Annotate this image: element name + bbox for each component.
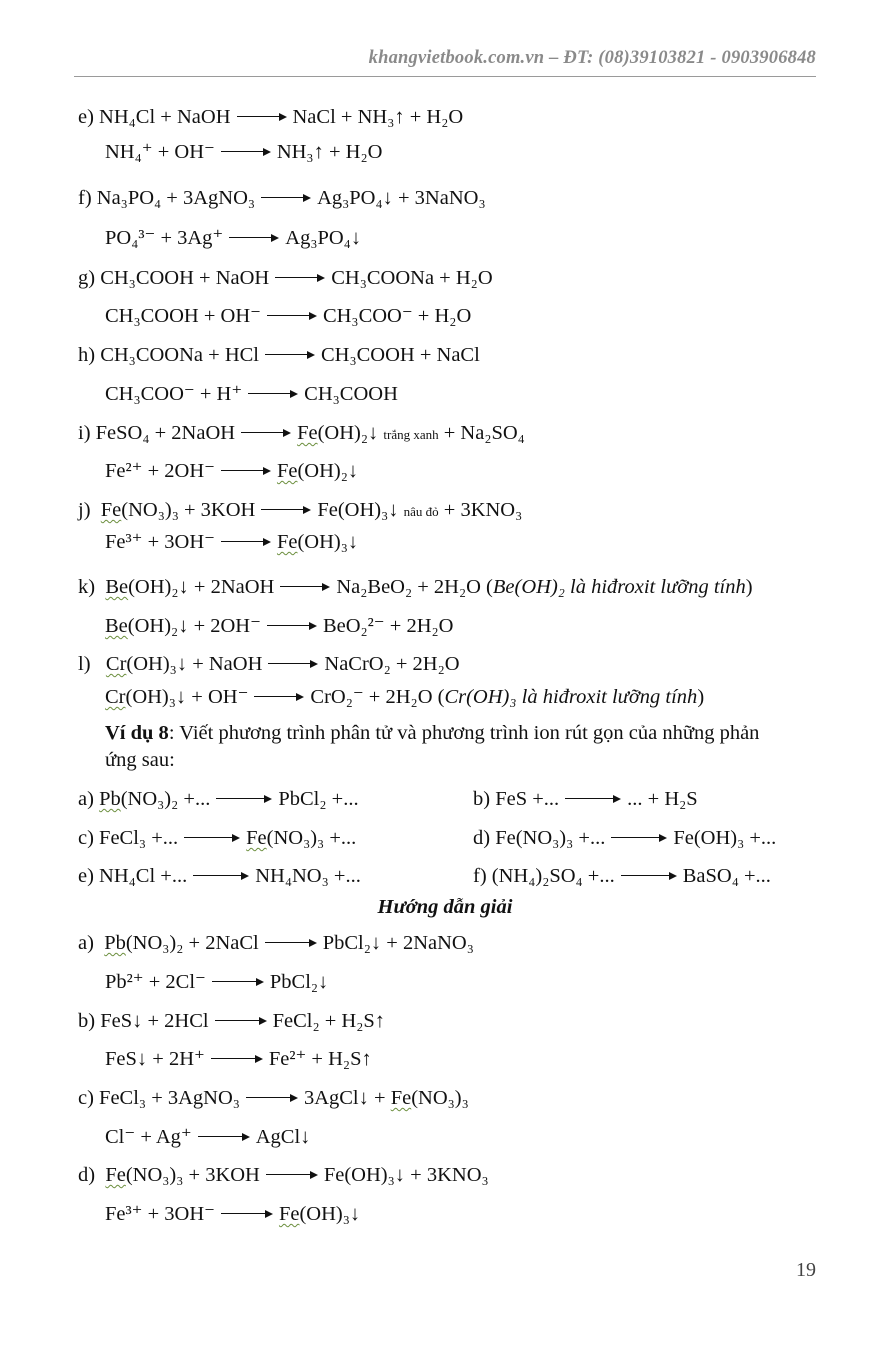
eq-l-right: NaCrO₂ + 2H₂O [324, 653, 460, 675]
question-a [78, 786, 359, 812]
reaction-arrow-icon [221, 537, 271, 547]
reaction-arrow-icon [266, 1170, 318, 1180]
eq-i-fe: Fe [297, 422, 318, 444]
eq-j-ion-left: Fe³⁺ + 3OH⁻ [105, 531, 215, 553]
question-c-right: (NO₃)₃ +... [266, 827, 357, 849]
question-c-left: c) FeCl₃ +... [78, 827, 179, 849]
question-b-right: ... + H₂S [627, 788, 698, 810]
example-text-2: ứng sau: [105, 749, 175, 771]
eq-j-molecular [78, 497, 522, 525]
eq-j-left: (NO₃)₃ + 3KOH [121, 499, 256, 521]
question-b-left: b) FeS +... [473, 788, 560, 810]
eq-k-label: k) [78, 576, 96, 598]
reaction-arrow-icon [237, 112, 287, 122]
solution-a-right: PbCl₂↓ + 2NaNO₃ [322, 932, 474, 954]
example-text-1: : Viết phương trình phân tử và phương trình ion rút gọn của những phản [168, 722, 760, 744]
question-d-left: d) Fe(NO₃)₃ +... [473, 827, 606, 849]
question-f-right: BaSO₄ +... [682, 865, 771, 887]
eq-i-right-tail: + Na₂SO₄ [443, 422, 525, 444]
solution-c-right: 3AgCl↓ + [303, 1087, 386, 1109]
eq-k-ion-be: Be [105, 615, 128, 637]
eq-f-ion-left: PO₄³⁻ + 3Ag⁺ [105, 227, 224, 249]
reaction-arrow-icon [254, 692, 304, 702]
question-f [473, 863, 771, 889]
solution-b-ion-right: Fe²⁺ + H₂S↑ [268, 1048, 372, 1070]
eq-l-molecular [78, 651, 460, 677]
reaction-arrow-icon [221, 1209, 273, 1219]
question-a-pb: Pb [99, 788, 121, 810]
question-a-right: PbCl₂ +... [278, 788, 359, 810]
eq-g-ion-left: CH₃COOH + OH⁻ [105, 305, 261, 327]
eq-j-ion-fe: Fe [276, 531, 298, 553]
solution-c-ion-left: Cl⁻ + Ag⁺ [105, 1126, 192, 1148]
eq-k-be: Be [105, 576, 129, 598]
solution-d-ionic [105, 1201, 360, 1227]
reaction-arrow-icon [212, 977, 264, 987]
reaction-arrow-icon [261, 193, 311, 203]
reaction-arrow-icon [215, 1016, 267, 1026]
eq-l-left: (OH)₃↓ + NaOH [126, 653, 263, 675]
eq-l-cr: Cr [105, 653, 127, 675]
question-b [473, 786, 698, 812]
reaction-arrow-icon [265, 938, 317, 948]
solution-c-ionic [105, 1124, 310, 1150]
eq-l-ionic [105, 684, 704, 710]
eq-h-molecular [78, 342, 480, 368]
reaction-arrow-icon [221, 147, 271, 157]
reaction-arrow-icon [211, 1054, 263, 1064]
reaction-arrow-icon [611, 833, 667, 843]
reaction-arrow-icon [246, 1093, 298, 1103]
solution-d-ion-right: (OH)₃↓ [299, 1203, 361, 1225]
question-e [78, 863, 361, 889]
eq-f-ion-right: Ag₃PO₄↓ [285, 227, 362, 249]
eq-l-ion-right: CrO₂⁻ + 2H₂O ( [310, 686, 445, 708]
reaction-arrow-icon [275, 273, 325, 283]
eq-k-ion-right: BeO₂²⁻ + 2H₂O [322, 615, 454, 637]
eq-i-molecular [78, 420, 525, 448]
solution-d-fe: Fe [105, 1164, 126, 1186]
eq-i-ion-fe: Fe [276, 460, 298, 482]
solution-d-ion-left: Fe³⁺ + 3OH⁻ [105, 1203, 215, 1225]
solution-c-molecular [78, 1085, 469, 1111]
solution-a-ion-right: PbCl₂↓ [269, 971, 329, 993]
solution-d-right: Fe(OH)₃↓ + 3KNO₃ [323, 1164, 489, 1186]
eq-g-left: g) CH₃COOH + NaOH [78, 267, 270, 289]
solution-d-molecular [78, 1162, 489, 1188]
reaction-arrow-icon [267, 311, 317, 321]
eq-k-ion-left: (OH)₂↓ + 2OH⁻ [127, 615, 261, 637]
solution-title: Hướng dẫn giải [377, 896, 513, 918]
eq-e-right: NaCl + NH₃↑ + H₂O [292, 106, 464, 128]
eq-i-ionic [105, 458, 358, 484]
solution-b-ion-left: FeS↓ + 2H⁺ [105, 1048, 205, 1070]
eq-i-ion-right: (OH)₂↓ [297, 460, 359, 482]
reaction-arrow-icon [261, 505, 311, 515]
header-divider [74, 76, 816, 77]
question-e-right: NH₄NO₃ +... [255, 865, 361, 887]
eq-j-right-tail: + 3KNO₃ [443, 499, 523, 521]
eq-k-molecular [78, 574, 753, 600]
reaction-arrow-icon [193, 871, 249, 881]
question-f-left: f) (NH₄)₂SO₄ +... [473, 865, 615, 887]
reaction-arrow-icon [198, 1132, 250, 1142]
solution-c-right-tail: (NO₃)₃ [411, 1087, 469, 1109]
eq-g-ionic [105, 303, 471, 329]
question-d-right: Fe(OH)₃ +... [673, 827, 777, 849]
example-heading [105, 720, 759, 746]
solution-a-label: a) [78, 932, 94, 954]
eq-j-ionic [105, 529, 358, 555]
eq-j-ion-right: (OH)₃↓ [297, 531, 359, 553]
eq-f-ionic [105, 225, 361, 251]
eq-e-ionic [105, 139, 382, 165]
amphoteric-note: Be(OH)₂ là hiđroxit lưỡng tính [492, 576, 746, 598]
example-label: Ví dụ 8 [105, 722, 169, 744]
eq-g-molecular [78, 265, 493, 291]
eq-k-close: ) [745, 576, 753, 598]
solution-b-molecular [78, 1008, 385, 1034]
eq-h-ion-right: CH₃COOH [304, 383, 398, 405]
question-a-label: a) [78, 788, 94, 810]
reaction-arrow-icon [216, 794, 272, 804]
eq-l-close: ) [697, 686, 705, 708]
color-note: trắng xanh [383, 427, 439, 442]
eq-i-left: i) FeSO₄ + 2NaOH [78, 422, 236, 444]
eq-i-ion-left: Fe²⁺ + 2OH⁻ [105, 460, 215, 482]
reaction-arrow-icon [265, 350, 315, 360]
eq-k-right: Na₂BeO₂ + 2H₂O ( [336, 576, 493, 598]
amphoteric-note: Cr(OH)₃ là hiđroxit lưỡng tính [444, 686, 698, 708]
eq-h-ionic [105, 381, 398, 407]
page-header: khangvietbook.com.vn – ĐT: (08)39103821 - 0903906848 [368, 48, 816, 68]
page-number: 19 [796, 1259, 816, 1281]
question-a-left: (NO₃)₂ +... [120, 788, 211, 810]
eq-j-fe: Fe [100, 499, 122, 521]
reaction-arrow-icon [621, 871, 677, 881]
reaction-arrow-icon [268, 659, 318, 669]
solution-a-left: (NO₃)₂ + 2NaCl [125, 932, 259, 954]
solution-a-ion-left: Pb²⁺ + 2Cl⁻ [105, 971, 206, 993]
eq-e-molecular [78, 104, 463, 130]
eq-e-ion-left: NH₄⁺ + OH⁻ [105, 141, 215, 163]
eq-f-left: f) Na₃PO₄ + 3AgNO₃ [78, 187, 256, 209]
eq-k-ionic [105, 613, 453, 639]
eq-e-left: e) NH₄Cl + NaOH [78, 106, 231, 128]
solution-c-fe: Fe [390, 1087, 412, 1109]
eq-l-ion-cr: Cr [105, 686, 126, 708]
eq-e-ion-right: NH₃↑ + H₂O [276, 141, 383, 163]
eq-i-right: (OH)₂↓ [317, 422, 379, 444]
eq-l-label: l) [78, 653, 91, 675]
reaction-arrow-icon [241, 428, 291, 438]
eq-l-ion-left: (OH)₃↓ + OH⁻ [125, 686, 249, 708]
solution-b-left: b) FeS↓ + 2HCl [78, 1010, 209, 1032]
question-d [473, 825, 776, 851]
question-c-fe: Fe [246, 827, 267, 849]
solution-a-pb: Pb [104, 932, 126, 954]
reaction-arrow-icon [267, 621, 317, 631]
question-e-left: e) NH₄Cl +... [78, 865, 188, 887]
eq-k-left: (OH)₂↓ + 2NaOH [128, 576, 275, 598]
eq-f-molecular [78, 185, 486, 211]
solution-c-left: c) FeCl₃ + 3AgNO₃ [78, 1087, 240, 1109]
solution-b-right: FeCl₂ + H₂S↑ [272, 1010, 386, 1032]
solution-c-ion-right: AgCl↓ [255, 1126, 311, 1148]
eq-h-ion-left: CH₃COO⁻ + H⁺ [105, 383, 243, 405]
reaction-arrow-icon [565, 794, 621, 804]
solution-b-ionic [105, 1046, 372, 1072]
eq-j-label: j) [78, 499, 91, 521]
eq-g-ion-right: CH₃COO⁻ + H₂O [322, 305, 472, 327]
reaction-arrow-icon [221, 466, 271, 476]
solution-d-label: d) [78, 1164, 96, 1186]
solution-a-molecular [78, 930, 474, 956]
reaction-arrow-icon [280, 582, 330, 592]
eq-g-right: CH₃COONa + H₂O [331, 267, 493, 289]
question-c [78, 825, 356, 851]
eq-h-right: CH₃COOH + NaCl [321, 344, 480, 366]
eq-f-right: Ag₃PO₄↓ + 3NaNO₃ [317, 187, 486, 209]
reaction-arrow-icon [248, 389, 298, 399]
color-note: nâu đỏ [403, 504, 439, 519]
eq-j-right: Fe(OH)₃↓ [317, 499, 399, 521]
solution-a-ionic [105, 969, 328, 995]
eq-h-left: h) CH₃COONa + HCl [78, 344, 259, 366]
solution-d-left: (NO₃)₃ + 3KOH [125, 1164, 260, 1186]
reaction-arrow-icon [229, 233, 279, 243]
reaction-arrow-icon [184, 833, 240, 843]
solution-d-ion-fe: Fe [278, 1203, 300, 1225]
